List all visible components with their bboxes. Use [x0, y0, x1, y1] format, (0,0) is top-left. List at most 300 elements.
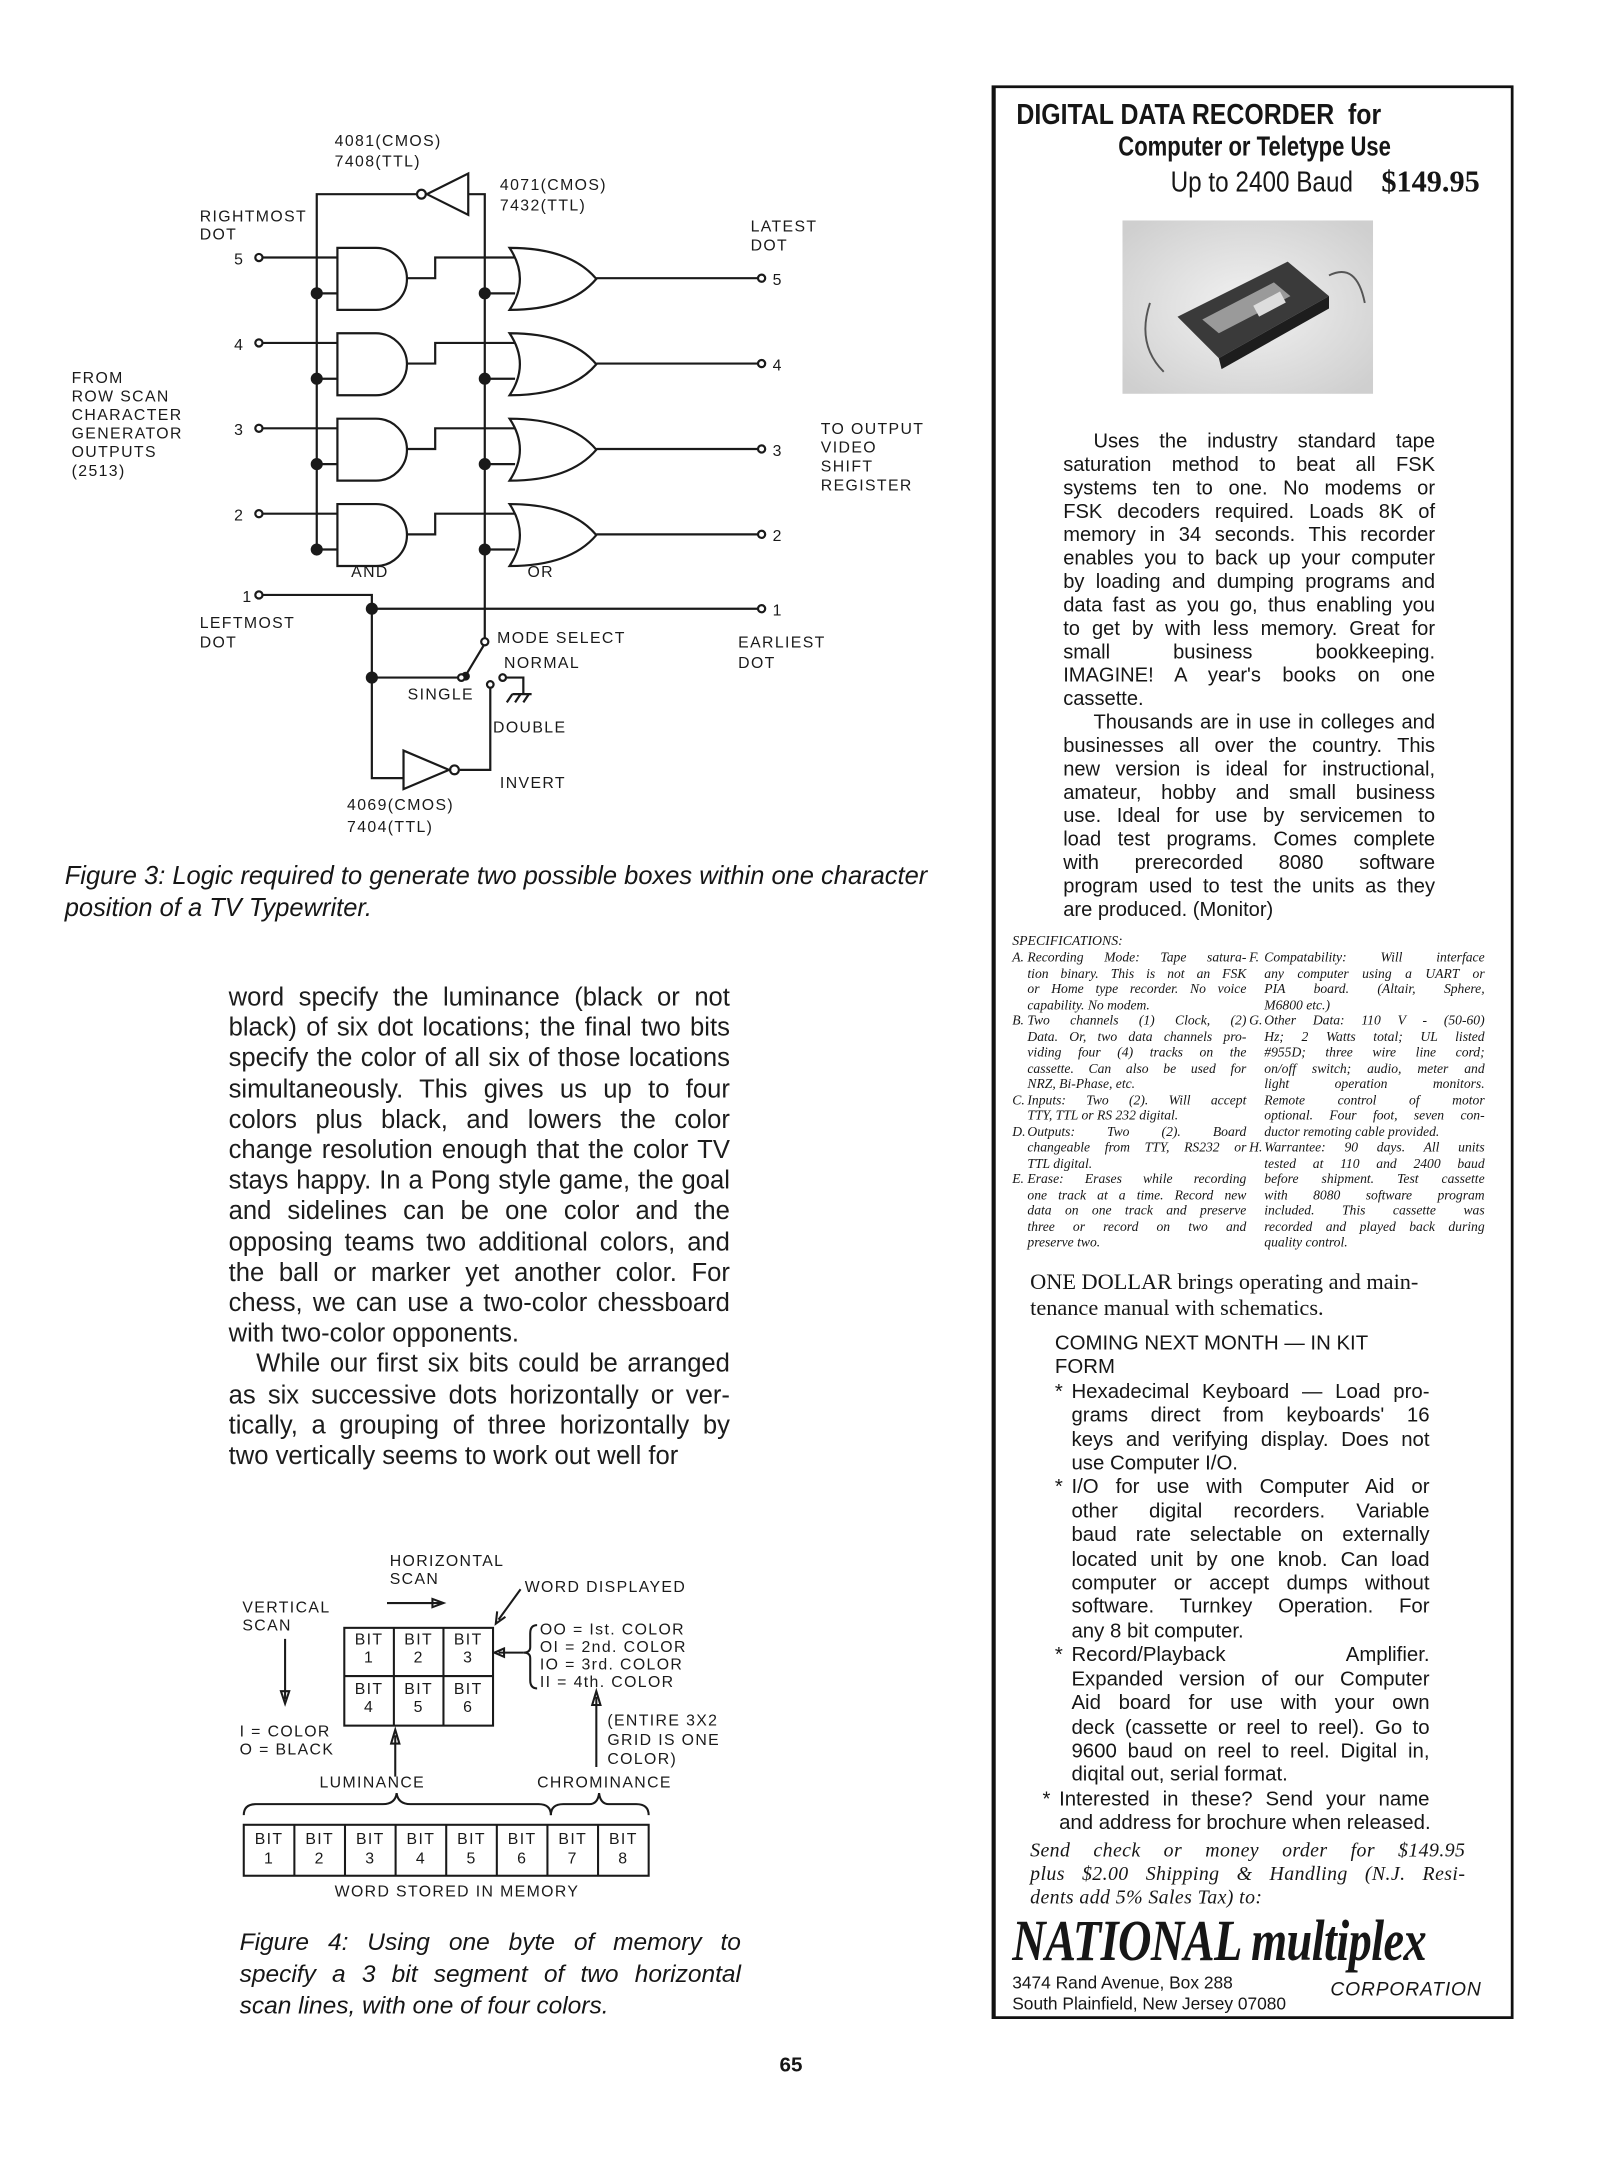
spec-line: Warrantee: 90 days. All units	[1264, 1140, 1485, 1156]
spec-letter	[1012, 1077, 1027, 1093]
coming-next-month	[1042, 1333, 1431, 1836]
spec-letter	[1012, 1061, 1027, 1077]
bullet-star-icon	[1055, 1741, 1072, 1765]
inverter-part-label: 7404(TTL)	[347, 818, 434, 836]
vertical-arrow-icon	[281, 1639, 289, 1704]
body-text-line: chess, we can use a two-color chessboard	[228, 1287, 730, 1317]
ad-description-line: cassette.	[1063, 688, 1144, 711]
ad-headline-for: for	[1348, 99, 1382, 131]
caption-line: Figure 4: Using one byte of memory to	[239, 1928, 741, 1956]
page-number: 65	[779, 2053, 803, 2077]
and-gate	[337, 333, 407, 395]
spec-line: included. This cassette was	[1264, 1203, 1485, 1219]
luminance-label: LUMINANCE	[319, 1774, 426, 1792]
ad-description-line: amateur, hobby and small business	[1063, 782, 1436, 805]
grid-bit-number: 6	[463, 1698, 474, 1716]
spec-line: three or record on two and	[1027, 1219, 1247, 1235]
coming-item-line: keys and verifying display. Does not	[1071, 1429, 1430, 1452]
body-text-line: change resolution enough that the color TV	[228, 1134, 730, 1164]
or-gate	[510, 504, 597, 566]
or-gate	[510, 248, 597, 310]
body-text-line: two vertically seems to work out well for	[228, 1440, 679, 1470]
spec-item	[1012, 950, 1246, 1013]
ad-description-line: IMAGINE! A year's books on one	[1063, 665, 1436, 688]
horizontal-scan-label: HORIZONTAL	[389, 1552, 505, 1570]
ad-description-line: Uses the industry standard tape	[1093, 431, 1436, 454]
body-text-line: simultaneously. This gives us up to four	[228, 1073, 730, 1103]
coming-item	[1055, 1381, 1430, 1477]
rightmost-label: RIGHTMOST	[199, 208, 308, 226]
output-number: 1	[772, 602, 783, 620]
spec-letter: A.	[1012, 950, 1024, 966]
memory-bit-number: 4	[415, 1850, 427, 1868]
latest-label: DOT	[750, 237, 789, 255]
spec-line: quality control.	[1264, 1235, 1348, 1251]
coming-item-line: other digital recorders. Variable	[1071, 1500, 1430, 1523]
spec-line: TTY, TTL or RS 232 digital.	[1027, 1108, 1179, 1124]
and-label: AND	[351, 564, 389, 582]
grid-bit-label: BIT	[354, 1631, 384, 1649]
and-gate	[337, 504, 407, 566]
spec-line: recorded and played back during	[1264, 1219, 1485, 1235]
spec-letter	[1012, 1029, 1027, 1045]
spec-letter	[1249, 1204, 1264, 1220]
or-part-label: 7432(TTL)	[499, 197, 587, 215]
spec-letter	[1012, 1235, 1027, 1251]
bullet-star-icon	[1055, 1549, 1072, 1573]
to-output-label: VIDEO	[820, 439, 877, 457]
spec-line: Other Data: 110 V - (50-60)	[1264, 1013, 1485, 1029]
earliest-label: DOT	[738, 654, 776, 672]
grid-bit-label: BIT	[354, 1680, 384, 1698]
entire-grid-note: GRID IS ONE	[607, 1731, 721, 1749]
coming-item-line: and address for brochure when released.	[1059, 1812, 1431, 1835]
bullet-star-icon	[1055, 1501, 1072, 1525]
ad-description-line: use. Ideal for use by servicemen to	[1063, 805, 1436, 828]
spec-letter	[1249, 1093, 1264, 1109]
caption-line: position of a TV Typewriter.	[64, 892, 373, 922]
order-line: Send check or money order for $149.95	[1030, 1839, 1466, 1862]
spec-letter	[1012, 1204, 1027, 1220]
legend-black: O = BLACK	[239, 1741, 335, 1759]
color-code: II = 4th. COLOR	[539, 1673, 675, 1691]
memory-bit-number: 5	[466, 1850, 477, 1868]
caption-line: Figure 3: Logic required to generate two possible boxes within one character	[64, 860, 928, 890]
spec-line: one track at a time. Record new	[1027, 1187, 1247, 1203]
memory-bit-number: 7	[567, 1850, 578, 1868]
coming-item-line: computer or accept dumps without	[1071, 1572, 1430, 1595]
spec-letter	[1012, 1188, 1027, 1204]
body-text-line: the ball or marker yet another color. For	[228, 1257, 730, 1287]
spec-line: data on one track and preserve	[1027, 1203, 1247, 1219]
and-gate	[337, 248, 407, 310]
bullet-star-icon	[1055, 1525, 1072, 1549]
spec-item	[1249, 1014, 1485, 1141]
bullet-star-icon	[1055, 1765, 1072, 1789]
ad-description-line: FSK decoders required. Loads 8K of	[1063, 501, 1436, 524]
manual-offer-line: tenance manual with schematics.	[1030, 1295, 1324, 1321]
grid-bit-number: 2	[413, 1649, 424, 1667]
bullet-star-icon: *	[1042, 1788, 1051, 1811]
to-output-label: REGISTER	[820, 477, 913, 495]
manual-offer-line: ONE DOLLAR brings operating and main-	[1030, 1269, 1419, 1295]
grid-bit-number: 4	[363, 1698, 375, 1716]
spec-letter	[1249, 1156, 1264, 1172]
spec-letter: E.	[1012, 1171, 1024, 1188]
memory-bit-label: BIT	[457, 1831, 486, 1849]
spec-line: cassette. Can also be used for	[1027, 1061, 1247, 1077]
spec-item	[1249, 950, 1485, 1013]
input-number: 1	[242, 588, 253, 606]
grid-bit-number: 3	[463, 1649, 474, 1667]
chrominance-brace	[551, 1793, 649, 1815]
from-label: GENERATOR	[71, 425, 183, 443]
spec-line: Hz; 2 Watts total; UL listed	[1264, 1029, 1485, 1045]
spec-line: Outputs: Two (2). Board	[1027, 1124, 1247, 1140]
bullet-star-icon	[1055, 1669, 1072, 1693]
spec-letter	[1249, 1235, 1264, 1251]
vertical-scan-label: SCAN	[242, 1617, 292, 1635]
article-body-text	[229, 982, 730, 1471]
color-code: OO = Ist. COLOR	[539, 1621, 685, 1639]
spec-letter: F.	[1249, 950, 1260, 966]
ad-description-line: systems ten to one. No modems or	[1063, 477, 1436, 500]
output-number: 2	[772, 528, 783, 546]
bullet-star-icon	[1055, 1693, 1072, 1717]
spec-line: or Home type recorder. No voice	[1027, 981, 1247, 998]
ad-description-line: data fast as you go, thus enabling you	[1063, 594, 1436, 617]
bullet-star-icon	[1055, 1597, 1072, 1621]
spec-item	[1012, 1124, 1246, 1172]
and-part-label: 4081(CMOS)	[334, 132, 442, 150]
ad-baud: Up to 2400 Baud	[1170, 166, 1353, 199]
spec-letter	[1249, 1220, 1264, 1236]
company-address	[1012, 1974, 1286, 2014]
latest-label: LATEST	[750, 218, 818, 236]
ad-description-line: Thousands are in use in colleges and	[1093, 712, 1436, 735]
order-line: dents add 5% Sales Tax) to:	[1030, 1886, 1263, 1909]
ad-headline-main: DIGITAL DATA RECORDER	[1016, 99, 1335, 131]
spec-line: Remote control of motor	[1264, 1092, 1485, 1108]
grid-bit-label: BIT	[404, 1680, 434, 1698]
cassette-recorder-photo	[1122, 220, 1373, 394]
memory-bit-label: BIT	[507, 1831, 537, 1849]
address-line: 3474 Rand Avenue, Box 288	[1012, 1973, 1233, 1993]
from-label: CHARACTER	[71, 407, 183, 425]
specifications-left-column	[1012, 950, 1246, 1251]
from-label: FROM	[71, 369, 124, 387]
ad-description-line: to get by with less memory. Great for	[1063, 618, 1436, 641]
spec-line: Erase: Erases while recording	[1027, 1171, 1247, 1188]
ad-description	[1063, 431, 1435, 923]
bullet-star-icon: *	[1054, 1644, 1063, 1667]
memory-bit-label: BIT	[558, 1831, 588, 1849]
spec-line: before shipment. Test cassette	[1264, 1171, 1485, 1188]
spec-line: on/off switch; audio, meter and	[1264, 1061, 1485, 1077]
memory-bit-label: BIT	[609, 1831, 638, 1849]
spec-letter	[1012, 998, 1027, 1014]
coming-item-line: any 8 bit computer.	[1071, 1620, 1244, 1643]
spec-letter	[1012, 1045, 1027, 1061]
output-number: 4	[772, 357, 783, 375]
spec-line: NRZ, Bi-Phase, etc.	[1027, 1076, 1136, 1093]
coming-item-line: Interested in these? Send your name	[1059, 1788, 1430, 1811]
ad-description-line: load test programs. Comes complete	[1063, 829, 1436, 852]
inverter-part-label: 4069(CMOS)	[347, 796, 455, 814]
or-gate	[510, 419, 597, 481]
specifications-right-column	[1249, 950, 1485, 1251]
coming-title: COMING NEXT MONTH — IN KIT	[1054, 1333, 1369, 1356]
spec-line: changeable from TTY, RS232 or	[1027, 1140, 1247, 1156]
bullet-star-icon: *	[1054, 1476, 1063, 1499]
body-text-line: opposing teams two additional colors, and	[228, 1226, 730, 1256]
color-code: IO = 3rd. COLOR	[539, 1656, 684, 1674]
coming-item-line: software. Turnkey Operation. For	[1071, 1596, 1430, 1619]
ad-description-line: are produced. (Monitor)	[1063, 899, 1274, 922]
memory-bit-label: BIT	[355, 1831, 385, 1849]
mode-select-label: MODE SELECT	[497, 630, 626, 648]
spec-line: tested at 110 and 2400 baud	[1264, 1156, 1485, 1172]
spec-line: Recording Mode: Tape satura-	[1027, 950, 1247, 966]
bullet-star-icon	[1043, 1813, 1060, 1837]
spec-letter	[1012, 982, 1027, 998]
spec-line: PIA board. (Altair, Sphere,	[1264, 981, 1485, 998]
spec-line: with 8080 software program	[1264, 1187, 1485, 1203]
or-part-label: 4071(CMOS)	[499, 177, 607, 195]
ad-description-line: program used to test the units as they	[1063, 875, 1436, 898]
coming-item-line: grams direct from keyboards' 16	[1071, 1405, 1430, 1428]
spec-line: capability. No modem.	[1027, 997, 1150, 1013]
spec-letter	[1249, 1172, 1264, 1188]
leftmost-label: DOT	[199, 634, 238, 652]
memory-bit-label: BIT	[254, 1831, 284, 1849]
spec-letter: D.	[1012, 1124, 1026, 1140]
grid-bit-label: BIT	[453, 1680, 483, 1698]
caption-line: specify a 3 bit segment of two horizontal	[239, 1959, 741, 1988]
memory-bit-number: 6	[517, 1850, 528, 1868]
bullet-star-icon	[1055, 1453, 1072, 1477]
coming-item-line: deck (cassette or reel to reel). Go to	[1071, 1716, 1430, 1739]
coming-item-line: located unit by one knob. Can load	[1071, 1548, 1430, 1571]
corporation-label: CORPORATION	[1330, 1977, 1482, 2000]
spec-letter	[1249, 982, 1264, 998]
spec-line: #955D; three wire line cord;	[1264, 1045, 1485, 1061]
color-code: OI = 2nd. COLOR	[539, 1639, 687, 1657]
top-inverter-gate	[427, 174, 468, 215]
figure-3-logic-diagram	[72, 133, 925, 836]
bottom-inverter-gate	[404, 751, 449, 790]
spec-letter	[1012, 1156, 1027, 1172]
bullet-star-icon	[1055, 1621, 1072, 1645]
output-number: 5	[772, 272, 783, 290]
from-label: ROW SCAN	[71, 388, 170, 406]
ad-price-line	[1170, 163, 1480, 201]
coming-item-line: Expanded version of our Computer	[1071, 1668, 1430, 1691]
spec-line: Two channels (1) Clock, (2)	[1027, 1013, 1247, 1029]
body-text-line: tically, a grouping of three horizontally by	[228, 1410, 730, 1439]
spec-line: TTL digital.	[1027, 1156, 1093, 1172]
spec-line: preserve two.	[1027, 1235, 1101, 1251]
vertical-scan-label: VERTICAL	[242, 1599, 331, 1617]
spec-item	[1249, 1140, 1485, 1251]
spec-letter	[1012, 966, 1027, 982]
curly-brace	[523, 1625, 537, 1688]
bullet-star-icon	[1055, 1405, 1072, 1429]
spec-line: Data. Or, two data channels pro-	[1027, 1029, 1247, 1045]
output-number: 3	[772, 442, 783, 460]
spec-line: Inputs: Two (2). Will accept	[1027, 1092, 1247, 1108]
body-text-line: specify the color of all six of those locations	[228, 1043, 730, 1073]
to-output-label: TO OUTPUT	[820, 420, 925, 438]
spec-line: optional. Four foot, seven con-	[1264, 1108, 1485, 1124]
spec-line: tion binary. This is not an FSK	[1027, 966, 1247, 982]
ad-description-line: saturation method to beat all FSK	[1063, 454, 1436, 477]
address-line: South Plainfield, New Jersey 07080	[1012, 1993, 1287, 2013]
coming-item-line: Record/Playback Amplifier.	[1071, 1644, 1430, 1667]
spec-letter	[1249, 1077, 1264, 1093]
memory-bit-number: 3	[365, 1850, 376, 1868]
coming-item	[1055, 1645, 1430, 1789]
invert-label: INVERT	[499, 774, 566, 792]
body-text-line: stays happy. In a Pong style game, the goal	[228, 1165, 730, 1195]
spec-letter	[1249, 998, 1264, 1014]
memory-bit-number: 2	[314, 1850, 325, 1868]
spec-line: light operation monitors.	[1264, 1076, 1485, 1093]
input-number: 3	[234, 422, 245, 440]
ad-description-line: by loading and dumping programs and	[1063, 571, 1436, 594]
earliest-label: EARLIEST	[738, 634, 826, 652]
ad-description-line: enables you to back up your computer	[1063, 548, 1436, 571]
coming-item-line: use Computer I/O.	[1071, 1452, 1238, 1476]
coming-item-line: baud rate selectable on externally	[1071, 1524, 1430, 1547]
spec-letter: B.	[1012, 1013, 1024, 1029]
caption-line: scan lines, with one of four colors.	[239, 1991, 609, 2019]
coming-item-line: 9600 baud on reel to reel. Digital in,	[1071, 1740, 1430, 1763]
memory-bit-number: 8	[618, 1850, 629, 1868]
ad-headline	[1016, 101, 1381, 131]
ground-icon	[507, 694, 532, 702]
bullet-star-icon	[1055, 1573, 1072, 1597]
ad-description-line: with prerecorded 8080 software	[1063, 852, 1436, 875]
rightmost-label: DOT	[199, 226, 238, 244]
body-text-line: as six successive dots horizontally or ver-	[228, 1379, 730, 1409]
spec-letter	[1249, 1061, 1264, 1077]
from-label: OUTPUTS	[71, 444, 157, 462]
spec-line: viding four (4) tracks on the	[1027, 1045, 1247, 1061]
body-text-line: with two-color opponents.	[228, 1318, 519, 1348]
grid-bit-number: 1	[363, 1649, 375, 1667]
ad-description-line: businesses all over the country. This	[1063, 735, 1436, 758]
body-text-line: colors plus black, and lowers the color	[228, 1104, 730, 1134]
spec-letter	[1249, 1188, 1264, 1204]
memory-bit-label: BIT	[406, 1831, 436, 1849]
or-gate	[510, 333, 597, 395]
coming-item	[1043, 1789, 1430, 1837]
ad-subheadline: Computer or Teletype Use	[1118, 132, 1391, 163]
spec-letter	[1012, 1220, 1027, 1236]
entire-grid-note: COLOR)	[607, 1751, 678, 1769]
spec-line: ductor remoting cable provided.	[1264, 1124, 1440, 1140]
ad-price: $149.95	[1381, 163, 1480, 199]
body-text-line: and sidelines can be one color and the	[228, 1195, 730, 1225]
memory-bit-number: 1	[264, 1850, 275, 1868]
coming-item-line: Aid board for use with your own	[1071, 1692, 1430, 1715]
or-label: OR	[527, 564, 554, 582]
coming-title: FORM	[1054, 1357, 1115, 1380]
coming-item-line: Hexadecimal Keyboard — Load pro-	[1071, 1381, 1430, 1404]
input-number: 2	[234, 507, 245, 525]
manual-offer	[1030, 1270, 1418, 1321]
spec-letter	[1249, 1124, 1264, 1140]
order-instructions	[1030, 1840, 1465, 1909]
and-part-label: 7408(TTL)	[334, 153, 421, 171]
horizontal-scan-label: SCAN	[389, 1570, 440, 1588]
spec-letter	[1012, 1140, 1027, 1156]
input-number: 4	[234, 336, 245, 354]
normal-label: NORMAL	[504, 654, 581, 672]
spec-letter	[1249, 1029, 1264, 1045]
body-text-line: word specify the luminance (black or not	[228, 981, 730, 1011]
coming-item-line: diqital out, serial format.	[1071, 1764, 1288, 1787]
bullet-star-icon: *	[1054, 1381, 1063, 1404]
spec-letter	[1249, 966, 1264, 982]
ad-description-line: new version is ideal for instructional,	[1063, 758, 1436, 781]
double-label: DOUBLE	[493, 719, 567, 737]
spec-item	[1012, 1014, 1246, 1093]
word-displayed-label: WORD DISPLAYED	[524, 1579, 687, 1597]
body-text-line: While our first six bits could be arranged	[256, 1348, 730, 1378]
bullet-star-icon	[1055, 1429, 1072, 1453]
figure-3-caption	[65, 861, 928, 923]
ad-description-line: memory in 34 seconds. This recorder	[1063, 524, 1436, 547]
mode-switch-pivot	[481, 638, 488, 645]
horizontal-arrow-icon	[387, 1599, 443, 1607]
chrominance-label: CHROMINANCE	[537, 1774, 672, 1792]
order-line: plus $2.00 Shipping & Handling (N.J. Resi-	[1030, 1863, 1466, 1886]
coming-item-line: I/O for use with Computer Aid or	[1071, 1476, 1430, 1499]
spec-letter: H.	[1249, 1140, 1263, 1156]
legend-color: I = COLOR	[239, 1723, 331, 1741]
input-number: 5	[234, 251, 245, 269]
figure-4-caption	[240, 1927, 741, 2022]
spec-item	[1012, 1172, 1246, 1251]
and-gate	[337, 419, 407, 481]
spec-item	[1012, 1093, 1246, 1125]
specifications-title: SPECIFICATIONS:	[1012, 933, 1123, 949]
from-label: (2513)	[71, 462, 126, 480]
spec-letter: G.	[1249, 1013, 1263, 1029]
bullet-star-icon	[1055, 1717, 1072, 1741]
spec-line: Compatability: Will interface	[1264, 950, 1485, 966]
spec-line: any computer using a UART or	[1264, 966, 1485, 982]
grid-bit-number: 5	[413, 1698, 424, 1716]
figure-4-bit-diagram	[240, 1553, 720, 1901]
to-output-label: SHIFT	[820, 458, 874, 476]
logo-multiplex: multiplex	[1251, 1910, 1427, 1974]
spec-line: M6800 etc.)	[1264, 997, 1330, 1013]
entire-grid-note: (ENTIRE 3X2	[607, 1712, 719, 1730]
memory-bit-label: BIT	[305, 1831, 335, 1849]
spec-letter	[1249, 1109, 1264, 1125]
grid-bit-label: BIT	[404, 1631, 434, 1649]
body-text-line: black) of six dot locations; the final two bits	[228, 1012, 730, 1042]
leftmost-label: LEFTMOST	[199, 615, 296, 633]
spec-letter	[1249, 1045, 1264, 1061]
grid-bit-label: BIT	[453, 1631, 483, 1649]
ad-description-line: small business bookkeeping.	[1063, 641, 1436, 664]
luminance-brace	[244, 1793, 551, 1815]
single-label: SINGLE	[407, 686, 474, 704]
